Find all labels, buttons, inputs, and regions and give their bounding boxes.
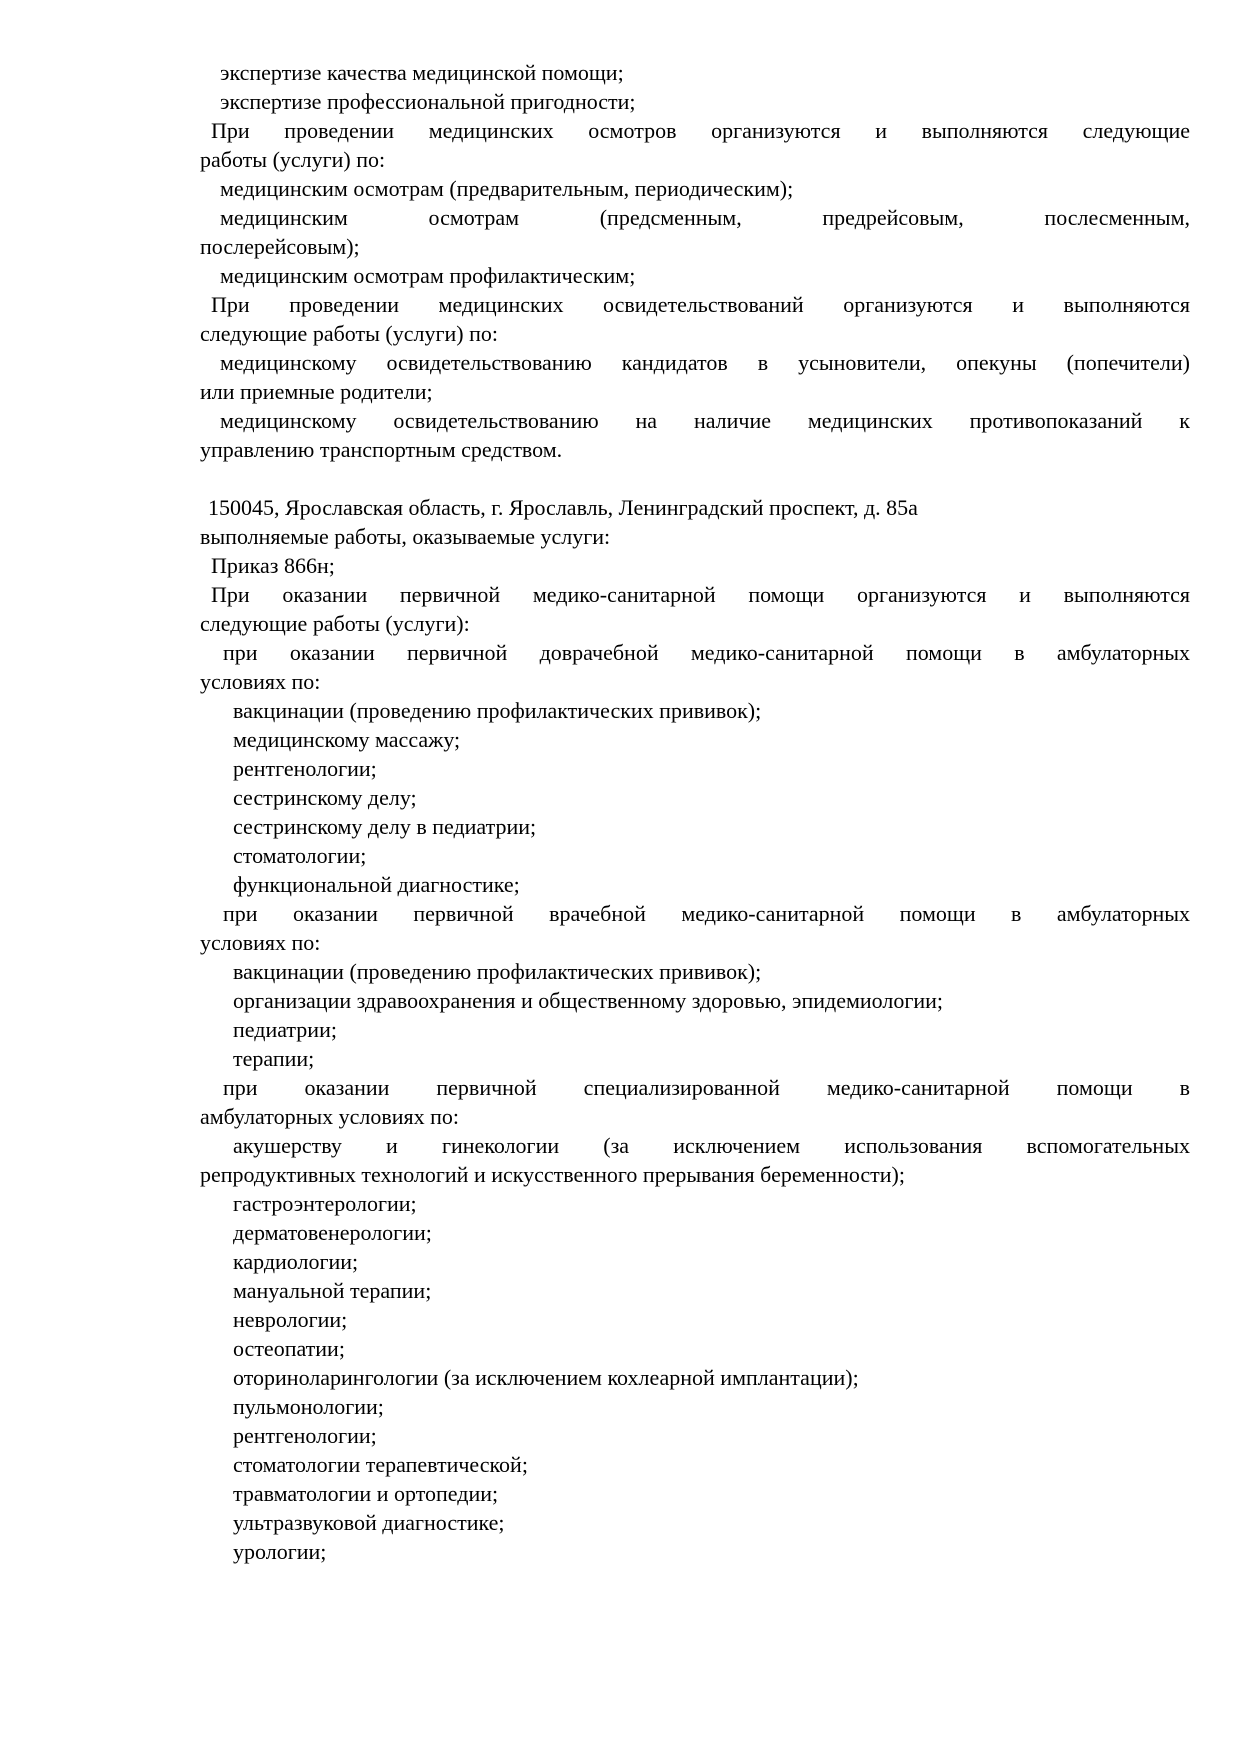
text-line: управлению транспортным средством.: [200, 437, 563, 462]
text-line: дерматовенерологии;: [233, 1220, 432, 1245]
text-line: При проведении медицинских освидетельствований организуются и выполняются: [211, 292, 1190, 317]
text-line: при оказании первичной специализированной медико-санитарной помощи в: [223, 1075, 1190, 1100]
text-line: медицинским осмотрам (предварительным, периодическим);: [220, 176, 794, 201]
text-line: При оказании первичной медико-санитарной помощи организуются и выполняются: [211, 582, 1190, 607]
text-line: мануальной терапии;: [233, 1278, 432, 1303]
text-line: экспертизе качества медицинской помощи;: [220, 60, 624, 85]
text-line: функциональной диагностике;: [233, 872, 520, 897]
text-line: стоматологии терапевтической;: [233, 1452, 528, 1477]
text-line: остеопатии;: [233, 1336, 345, 1361]
text-line: пульмонологии;: [233, 1394, 384, 1419]
text-line: травматологии и ортопедии;: [233, 1481, 499, 1506]
text-line: вакцинации (проведению профилактических прививок);: [233, 698, 762, 723]
text-line: выполняемые работы, оказываемые услуги:: [200, 524, 611, 549]
text-line: Приказ 866н;: [211, 553, 335, 578]
text-line: при оказании первичной доврачебной медико-санитарной помощи в амбулаторных: [223, 640, 1190, 665]
text-line: условиях по:: [200, 930, 321, 955]
text-line: медицинским осмотрам профилактическим;: [220, 263, 636, 288]
text-line: следующие работы (услуги) по:: [200, 321, 498, 346]
text-line: или приемные родители;: [200, 379, 433, 404]
text-line: вакцинации (проведению профилактических прививок);: [233, 959, 762, 984]
text-line: урологии;: [233, 1539, 327, 1564]
text-line: экспертизе профессиональной пригодности;: [220, 89, 636, 114]
text-line: стоматологии;: [233, 843, 367, 868]
text-line: терапии;: [233, 1046, 315, 1071]
text-line: при оказании первичной врачебной медико-санитарной помощи в амбулаторных: [223, 901, 1190, 926]
text-line: акушерству и гинекологии (за исключением использования вспомогательных: [233, 1133, 1190, 1158]
text-line: работы (услуги) по:: [200, 147, 386, 172]
text-line: рентгенологии;: [233, 1423, 377, 1448]
text-line: При проведении медицинских осмотров организуются и выполняются следующие: [211, 118, 1190, 143]
text-line: сестринскому делу;: [233, 785, 417, 810]
text-line: неврологии;: [233, 1307, 348, 1332]
text-line: оториноларингологии (за исключением кохлеарной имплантации);: [233, 1365, 859, 1390]
text-line: медицинским осмотрам (предсменным, предрейсовым, послесменным,: [220, 205, 1190, 230]
text-line: условиях по:: [200, 669, 321, 694]
text-line: репродуктивных технологий и искусственного прерывания беременности);: [200, 1162, 905, 1187]
text-line: гастроэнтерологии;: [233, 1191, 417, 1216]
text-line: послерейсовым);: [200, 234, 360, 259]
text-line: кардиологии;: [233, 1249, 359, 1274]
text-line: организации здравоохранения и общественному здоровью, эпидемиологии;: [233, 988, 944, 1013]
text-line: сестринскому делу в педиатрии;: [233, 814, 537, 839]
blank-line: [200, 464, 1190, 493]
text-line: педиатрии;: [233, 1017, 337, 1042]
text-line: медицинскому освидетельствованию на наличие медицинских противопоказаний к: [220, 408, 1190, 433]
text-line: ультразвуковой диагностике;: [233, 1510, 505, 1535]
text-line: следующие работы (услуги):: [200, 611, 470, 636]
text-line: медицинскому массажу;: [233, 727, 461, 752]
text-line: медицинскому освидетельствованию кандидатов в усыновители, опекуны (попечители): [220, 350, 1190, 375]
text-line: амбулаторных условиях по:: [200, 1104, 460, 1129]
text-line: рентгенологии;: [233, 756, 377, 781]
text-line: 150045, Ярославская область, г. Ярославль, Ленинградский проспект, д. 85а: [208, 495, 918, 520]
